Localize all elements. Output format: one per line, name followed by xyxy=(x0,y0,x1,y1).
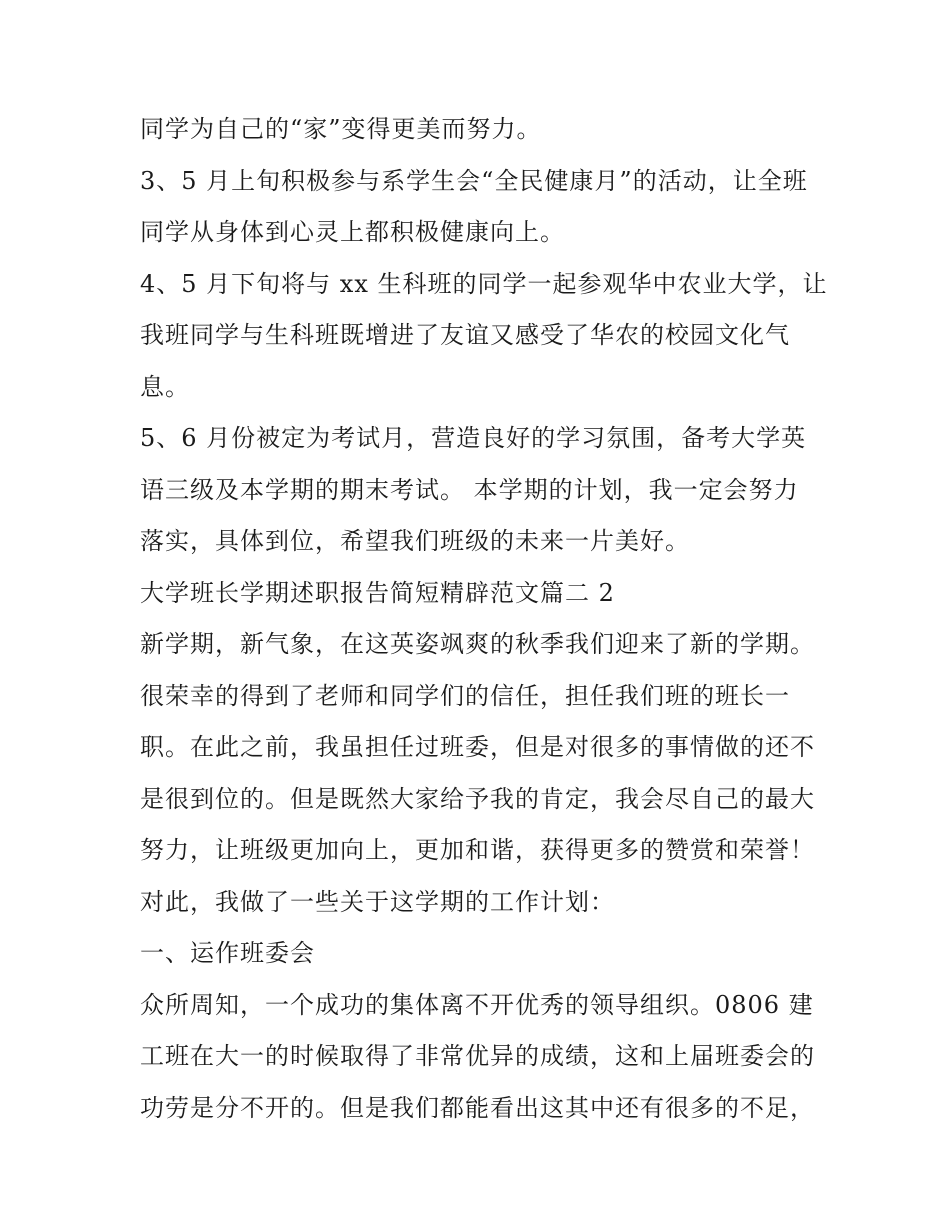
document-body xyxy=(140,104,830,1134)
subsection-heading: 一、运作班委会 xyxy=(140,939,315,967)
text-line: 语三级及本学期的期末考试。 本学期的计划，我一定会努力 xyxy=(140,475,799,504)
text-line: 息。 xyxy=(140,372,190,401)
text-line: 4、5 月下旬将与 xx 生科班的同学一起参观华中农业大学，让 xyxy=(140,269,828,298)
text-line: 功劳是分不开的。但是我们都能看出这其中还有很多的不足， xyxy=(140,1093,815,1122)
section-heading: 大学班长学期述职报告简短精辟范文篇二 2 xyxy=(140,578,615,607)
text-line: 新学期，新气象，在这英姿飒爽的秋季我们迎来了新的学期。 xyxy=(140,630,815,658)
text-line: 众所周知，一个成功的集体离不开优秀的领导组织。0806 建 xyxy=(140,990,814,1019)
text-line: 5、6 月份被定为考试月，营造良好的学习氛围，备考大学英 xyxy=(140,424,807,452)
text-line: 努力，让班级更加向上，更加和谐，获得更多的赞赏和荣誉！ xyxy=(140,836,815,864)
text-line: 对此，我做了一些关于这学期的工作计划： xyxy=(140,887,615,916)
text-line: 3、5 月上旬积极参与系学生会“全民健康月”的活动，让全班 xyxy=(140,166,808,195)
text-line: 同学从身体到心灵上都积极健康向上。 xyxy=(140,218,565,246)
text-line: 我班同学与生科班既增进了友谊又感受了华农的校园文化气 xyxy=(140,321,790,349)
text-line: 是很到位的。但是既然大家给予我的肯定，我会尽自己的最大 xyxy=(140,784,815,813)
text-line: 落实，具体到位，希望我们班级的未来一片美好。 xyxy=(140,527,690,555)
text-line: 同学为自己的“家”变得更美而努力。 xyxy=(140,115,542,143)
text-line: 职。在此之前，我虽担任过班委，但是对很多的事情做的还不 xyxy=(140,733,815,761)
text-line: 很荣幸的得到了老师和同学们的信任，担任我们班的班长一 xyxy=(140,681,790,710)
text-line: 工班在大一的时候取得了非常优异的成绩，这和上届班委会的 xyxy=(140,1042,815,1070)
